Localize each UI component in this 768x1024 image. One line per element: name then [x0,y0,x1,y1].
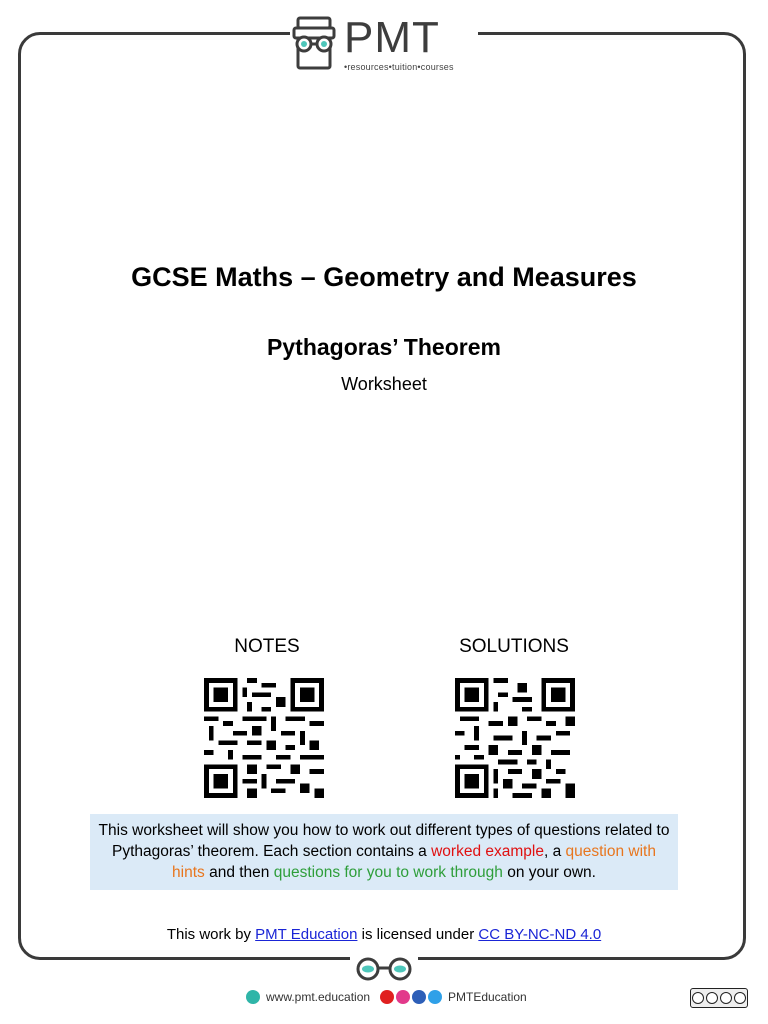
document-subtitle: Pythagoras’ Theorem [267,334,501,360]
website-text: www.pmt.education [266,990,371,1004]
notes-qr-code[interactable] [202,678,326,798]
instagram-icon[interactable] [396,990,410,1004]
document-type: Worksheet [341,374,427,394]
cc-by-nc-nd-icon [690,988,748,1008]
youtube-icon[interactable] [380,990,394,1004]
books-glasses-icon [290,14,338,72]
social-handle: PMTEducation [448,990,527,1004]
license-prefix: This work by [166,926,256,943]
work-through-text: questions for you to work through [273,864,503,881]
website-link[interactable] [246,990,370,1004]
license-middle: is licensed under [357,926,479,943]
solutions-label: SOLUTIONS [459,636,569,657]
twitter-icon[interactable] [428,990,442,1004]
document-title: GCSE Maths – Geometry and Measures [131,262,637,292]
intro-text-2: , a [543,843,566,860]
social-links[interactable] [380,990,527,1004]
facebook-icon[interactable] [412,990,426,1004]
cc-license-link[interactable]: CC BY-NC-ND 4.0 [478,926,602,943]
worksheet-intro [90,814,678,890]
worked-example-text: worked example [431,843,544,860]
footer [0,988,768,1012]
pmt-logo [290,14,478,78]
logo-tagline: •resources•tuition•courses [344,62,454,72]
intro-text-3: and then [204,864,274,881]
glasses-icon [350,956,418,982]
hints-text: question with hints [172,843,656,881]
intro-text-4: on your own. [502,864,596,881]
pmt-education-link[interactable]: PMT Education [255,926,358,943]
license-line [0,926,768,943]
logo-wordmark: PMT [344,13,440,62]
notes-label: NOTES [234,636,300,657]
intro-text-1: This worksheet will show you how to work out different types of questions related to Pythagoras’ theorem. Each section contains a [98,822,670,860]
solutions-qr-code[interactable] [453,678,577,798]
cursor-icon [246,990,260,1004]
